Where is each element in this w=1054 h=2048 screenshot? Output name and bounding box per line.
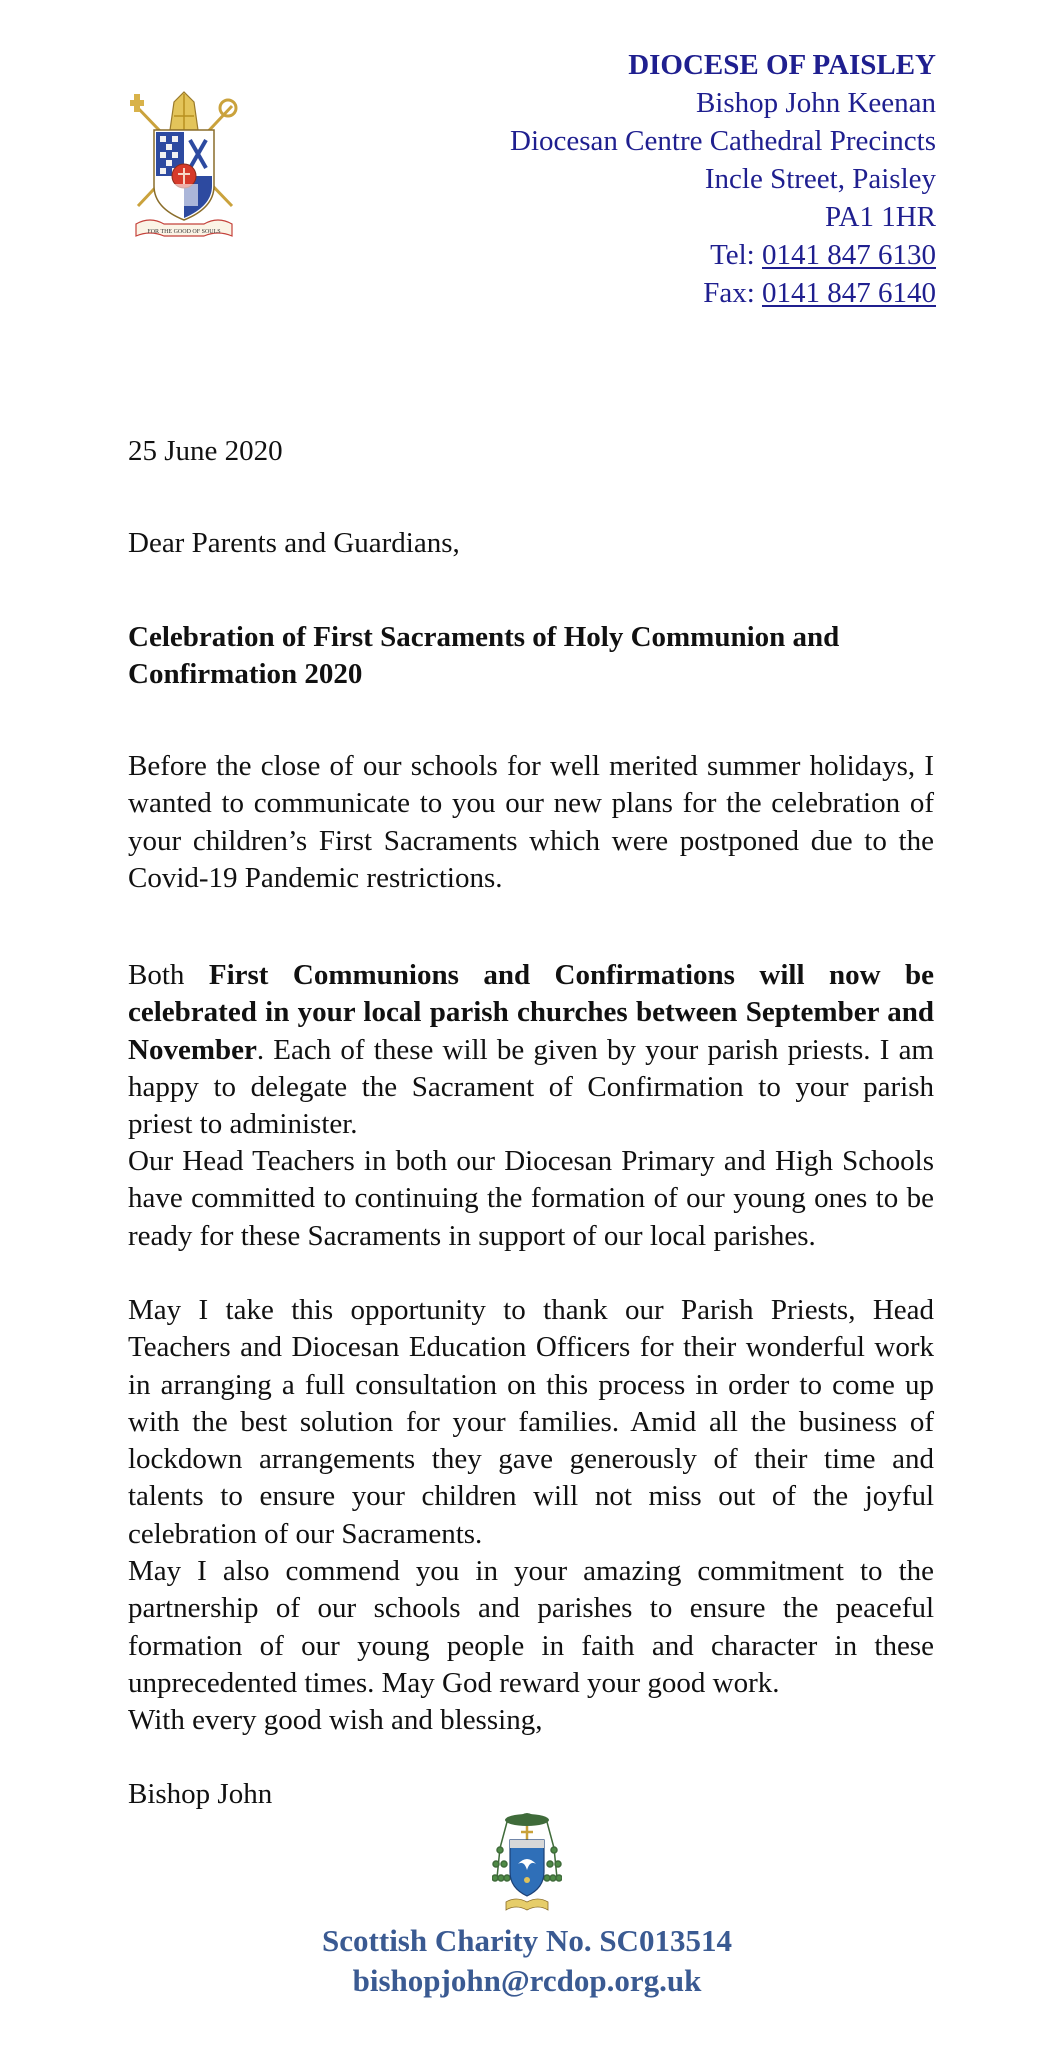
letter-date: 25 June 2020 [128, 435, 283, 467]
bishop-coat-of-arms-logo [492, 1808, 562, 1920]
paragraph-sacraments-bold: First Communions and Confirmations will now be celebrated in your local parish churches between September and November [128, 959, 934, 1066]
fax-label: Fax: [703, 277, 762, 309]
signature: Bishop John [128, 1778, 273, 1810]
address-line-2: Incle Street, Paisley [704, 163, 936, 195]
paragraph-sacraments-lead: Both [128, 959, 209, 991]
fax-link[interactable]: 0141 847 6140 [762, 277, 936, 309]
paragraph-thanks: May I take this opportunity to thank our Parish Priests, Head Teachers and Diocesan Education Officers for their wonderful work in arranging a full consultation on this process in order to come up with the best solution for your families. Amid all the business of lockdown arrangements they gave generously of their time and talents to ensure your children will not miss out of the joyful celebration of our Sacraments. [128, 1294, 934, 1550]
footer [0, 1921, 1054, 2001]
letter-subject: Celebration of First Sacraments of Holy Communion and Confirmation 2020 [128, 621, 840, 691]
charity-number: Scottish Charity No. SC013514 [322, 1923, 732, 1958]
paragraph-sacraments [128, 957, 934, 1143]
crest-motto: FOR THE GOOD OF SOULS [147, 229, 221, 235]
bishop-name: Bishop John Keenan [695, 87, 936, 119]
paragraph-sacraments-rest: . Each of these will be given by your parish priests. I am happy to delegate the Sacrament of Confirmation to your parish priest to administer. [128, 1033, 934, 1141]
diocese-crest-logo [130, 88, 238, 246]
telephone-link[interactable]: 0141 847 6130 [762, 239, 936, 271]
tel-label: Tel: [710, 239, 762, 271]
paragraph-commendation: May I also commend you in your amazing commitment to the partnership of our schools and parishes to ensure the peaceful formation of our young people in faith and character in these unprecedented times. May God reward your good work. [128, 1555, 934, 1699]
telephone-line [510, 236, 936, 274]
fax-line [510, 274, 936, 312]
paragraph-head-teachers: Our Head Teachers in both our Diocesan Primary and High Schools have committed to continuing the formation of our young ones to be ready for these Sacraments in support of our local parishes. [128, 1145, 934, 1252]
address-line-1: Diocesan Centre Cathedral Precincts [510, 125, 936, 157]
paragraph-intro: Before the close of our schools for well merited summer holidays, I wanted to communicate to you our new plans for the celebration of your children’s First Sacraments which were postponed due to the Covid-19 Pandemic restrictions. [128, 750, 934, 894]
contact-email: bishopjohn@rcdop.org.uk [352, 1963, 702, 1998]
postcode: PA1 1HR [825, 201, 936, 233]
organization-name: DIOCESE OF PAISLEY [628, 49, 936, 81]
closing: With every good wish and blessing, [128, 1704, 543, 1736]
letterhead [510, 46, 936, 312]
salutation: Dear Parents and Guardians, [128, 527, 460, 559]
